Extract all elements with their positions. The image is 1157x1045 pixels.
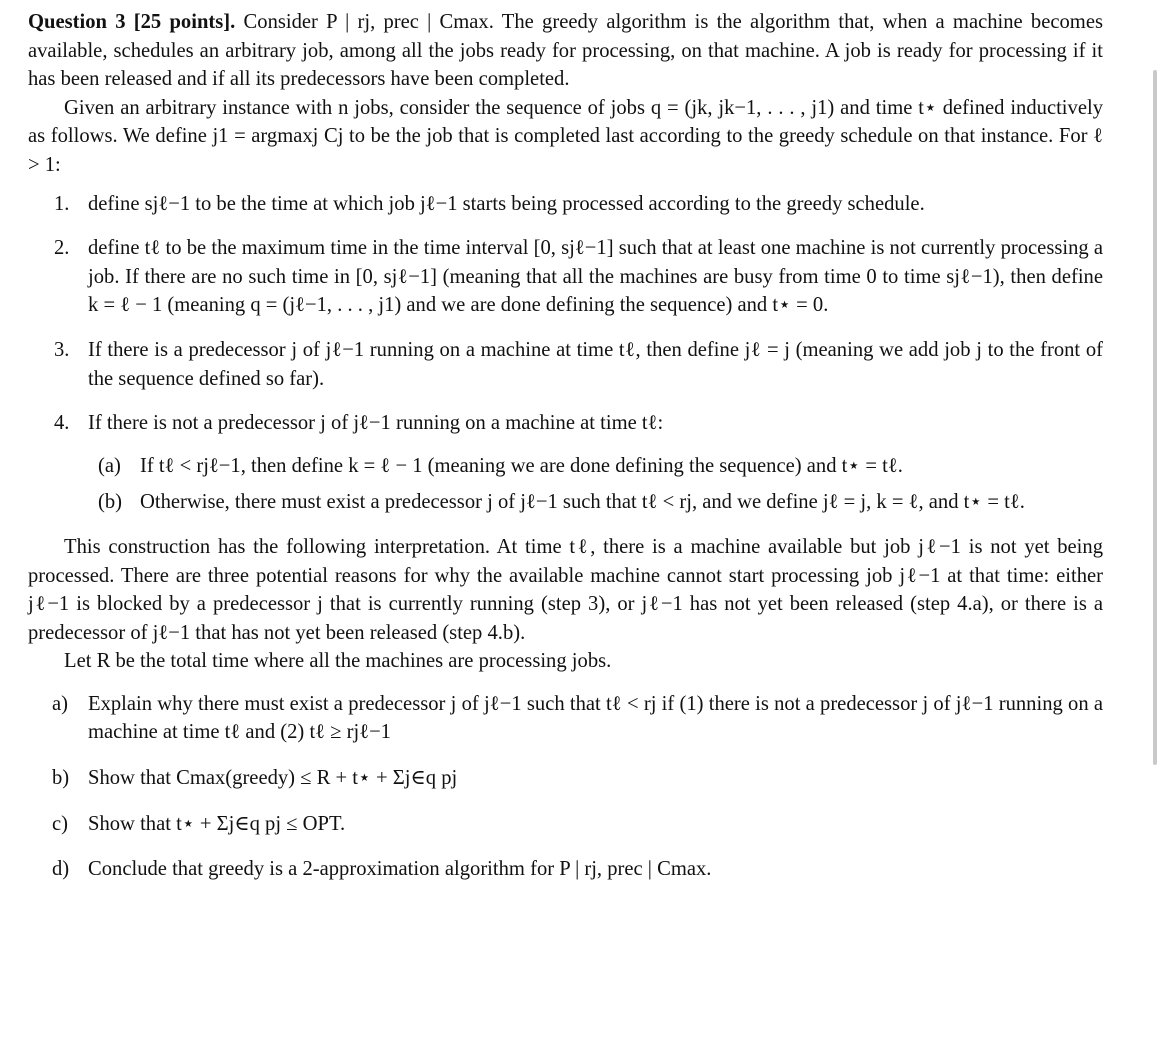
step-text: define tℓ to be the maximum time in the time interval [0, sjℓ−1] such that at least one machine is not currently processing a job. If there are no such time in [0, sjℓ−1] (meaning that all the machines are busy from time 0 to time sjℓ−1), then define k = ℓ − 1 (meaning q = (jℓ−1, . . . , j1) and we are done defining the sequence) and t⋆ = 0. (88, 237, 1103, 317)
part-label: c) (52, 812, 68, 835)
vertical-scrollbar[interactable] (1153, 70, 1157, 765)
interpretation-paragraph: This construction has the following interpretation. At time tℓ, there is a machine available but job jℓ−1 is not yet being processed. There are three potential reasons for why the available machine cannot start processing job jℓ−1 at that time: either jℓ−1 is blocked by a predecessor j that is currently running (step 3), or jℓ−1 has not yet been released (step 4.a), or there is a predecessor of jℓ−1 that has not yet been released (step 4.b). (28, 535, 1103, 644)
step-item (28, 190, 1103, 219)
substep-item (88, 488, 1103, 517)
part-label: a) (52, 692, 68, 715)
step-number: 4. (54, 412, 70, 435)
r-definition: Let R be the total time where all the machines are processing jobs. (64, 650, 612, 673)
part-text: Show that Cmax(greedy) ≤ R + t⋆ + Σj∈q pj (88, 767, 458, 790)
part-text: Conclude that greedy is a 2-approximation algorithm for P | rj, prec | Cmax. (88, 858, 712, 881)
part-item (28, 690, 1103, 747)
step-item (28, 234, 1103, 320)
sequence-definition: Given an arbitrary instance with n jobs, consider the sequence of jobs q = (jk, jk−1, . . . , j1) and time t⋆ defined inductively as follows. We define j1 = argmaxj Cj to be the job that is completed last according to the greedy schedule on that instance. For ℓ > 1: (28, 96, 1103, 176)
step-number: 1. (54, 192, 70, 215)
step-number: 2. (54, 237, 70, 260)
question-document (28, 8, 1103, 901)
part-item (28, 764, 1103, 793)
step-text: If there is a predecessor j of jℓ−1 running on a machine at time tℓ, then define jℓ = j (meaning we add job j to the front of the sequence defined so far). (88, 338, 1103, 390)
part-text: Explain why there must exist a predecessor j of jℓ−1 such that tℓ < rj if (1) there is not a predecessor j of jℓ−1 running on a machine at time tℓ and (2) tℓ ≥ rjℓ−1 (88, 692, 1103, 744)
part-item (28, 810, 1103, 839)
step-item (28, 409, 1103, 517)
step-text: If there is not a predecessor j of jℓ−1 running on a machine at time tℓ: (88, 412, 664, 435)
question-parts (28, 690, 1103, 884)
substep-number: (b) (98, 491, 123, 514)
question-intro-paragraph (28, 8, 1103, 94)
question-heading: Question 3 [25 points]. (28, 11, 236, 33)
question-intro: Consider P | rj, prec | Cmax. The greedy algorithm is the algorithm that, when a machine becomes available, schedules an arbitrary job, among all the jobs ready for processing, on that machine. A job is ready for processing if it has been released and if all its predecessors have been completed. (28, 11, 1103, 91)
substep-number: (a) (98, 454, 121, 477)
substep-text: Otherwise, there must exist a predecessor j of jℓ−1 such that tℓ < rj, and we define jℓ = j, k = ℓ, and t⋆ = tℓ. (140, 491, 1025, 514)
construction-steps (28, 190, 1103, 517)
substep-item (88, 452, 1103, 481)
part-text: Show that t⋆ + Σj∈q pj ≤ OPT. (88, 812, 346, 835)
part-item (28, 855, 1103, 884)
step-item (28, 336, 1103, 393)
step-number: 3. (54, 338, 70, 361)
step-text: define sjℓ−1 to be the time at which job jℓ−1 starts being processed according to the greedy schedule. (88, 192, 925, 215)
part-label: b) (52, 767, 70, 790)
substep-text: If tℓ < rjℓ−1, then define k = ℓ − 1 (meaning we are done defining the sequence) and t⋆ = tℓ. (140, 454, 903, 477)
substeps (88, 452, 1103, 517)
part-label: d) (52, 858, 70, 881)
